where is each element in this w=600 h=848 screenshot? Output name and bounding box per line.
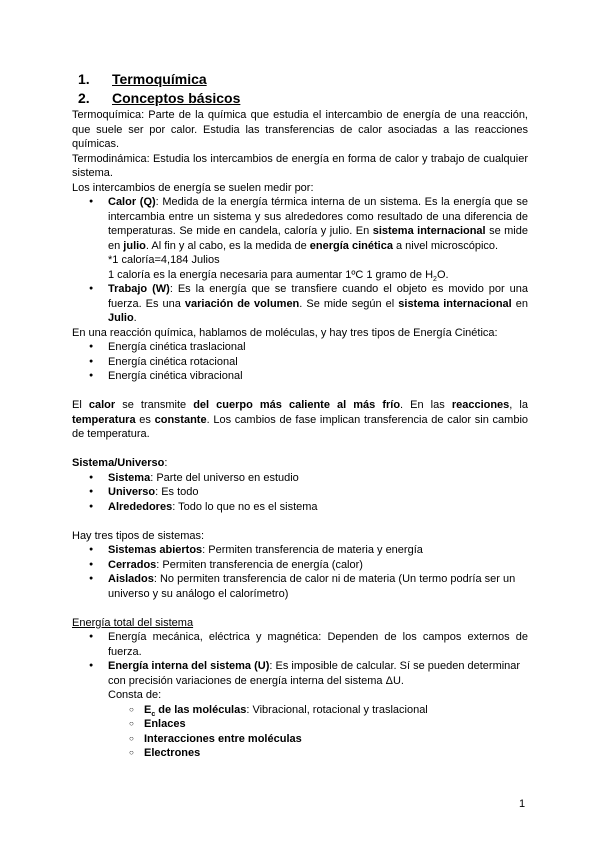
calor-note-2: 1 caloría es la energía necesaria para aumentar 1ºC 1 gramo de $H_2O$.: [108, 268, 449, 283]
list-item: ○ Enlaces: [72, 717, 528, 732]
medir-paragraph: Los intercambios de energía se suelen medir por:: [72, 181, 314, 194]
cinetica-list: [72, 340, 528, 384]
list-item: ○ $E_c$ de las moléculas: Vibracional, rotacional y traslacional: [72, 703, 528, 718]
list-item: ○ Electrones: [72, 746, 528, 761]
sistema-list: [72, 471, 528, 515]
list-item: ● Energía mecánica, eléctrica y magnética: Dependen de los campos externos de fuerza.: [72, 630, 528, 659]
list-item: ● Universo: Es todo: [72, 485, 528, 500]
heading-1: 1. Termoquímica: [78, 71, 207, 87]
list-item: ● Energía cinética rotacional: [72, 355, 528, 370]
termodinamica-paragraph: Termodinámica: Estudia los intercambios de energía en forma de calor y trabajo de cualquier sistema.: [72, 152, 528, 179]
document-page: [72, 70, 528, 761]
energia-total-title: Energía total del sistema: [72, 616, 194, 629]
energia-total-list: [72, 630, 528, 703]
cinetica-intro: En una reacción química, hablamos de moléculas, y hay tres tipos de Energía Cinética:: [72, 326, 498, 339]
list-item: ● Energía cinética traslacional: [72, 340, 528, 355]
list-item: ○ Interacciones entre moléculas: [72, 732, 528, 747]
tipos-list: [72, 543, 528, 601]
trabajo-item: ● Trabajo (W): Es la energía que se transfiere cuando el objeto es movido por una fuerza. Es una variación de volumen. Se mide según el sistema internacional en Julio.: [72, 282, 528, 326]
list-item: ● Alrededores: Todo lo que no es el sistema: [72, 500, 528, 515]
list-item: ● Aislados: No permiten transferencia de calor ni de materia (Un termo podría ser un universo y su análogo el calorímetro): [72, 572, 528, 601]
heading-2: 2. Conceptos básicos: [78, 90, 241, 106]
consta-label: Consta de:: [108, 689, 162, 701]
list-item: ● Cerrados: Permiten transferencia de energía (calor): [72, 558, 528, 573]
sistema-title: Sistema/Universo:: [72, 457, 168, 469]
calor-note-1: *1 caloría=4,184 Julios: [108, 254, 220, 266]
energy-exchange-list: [72, 195, 528, 326]
energia-interna-sublist: [72, 703, 528, 761]
list-item: ● Sistema: Parte del universo en estudio: [72, 471, 528, 486]
termoquimica-paragraph: Termoquímica: Parte de la química que estudia el intercambio de energía de una reacción, que suele ser por calor. Estudia las transferencias de calor asociadas a las reacciones químicas.: [72, 109, 528, 150]
list-item: ● Energía cinética vibracional: [72, 369, 528, 384]
energia-interna-item: ● Energía interna del sistema (U): Es imposible de calcular. Sí se pueden determinar con precisión variaciones de energía interna del sistema ΔU. Consta de:: [72, 659, 528, 703]
tipos-intro: Hay tres tipos de sistemas:: [72, 529, 205, 542]
page-number: 1: [519, 798, 526, 810]
calor-transmite-paragraph: El calor se transmite del cuerpo más caliente al más frío. En las reacciones, la temperatura es constante. Los cambios de fase implican transferencia de calor sin cambio de temperatura.: [72, 399, 529, 440]
calor-item: ● Calor (Q): Medida de la energía térmica interna de un sistema. Es la energía que se intercambia entre un sistema y sus alrededores como resultado de una diferencia de temperaturas. Se mide en candela, caloría y julio. En sistema internacional se mide en julio. Al fin y al cabo, es la medida de energía cinética a nivel microscópico. *1 caloría=4,184 Julios 1 caloría es la energía necesaria para aumentar 1ºC 1 gramo de $H_2O$.: [72, 195, 528, 282]
list-item: ● Sistemas abiertos: Permiten transferencia de materia y energía: [72, 543, 528, 558]
